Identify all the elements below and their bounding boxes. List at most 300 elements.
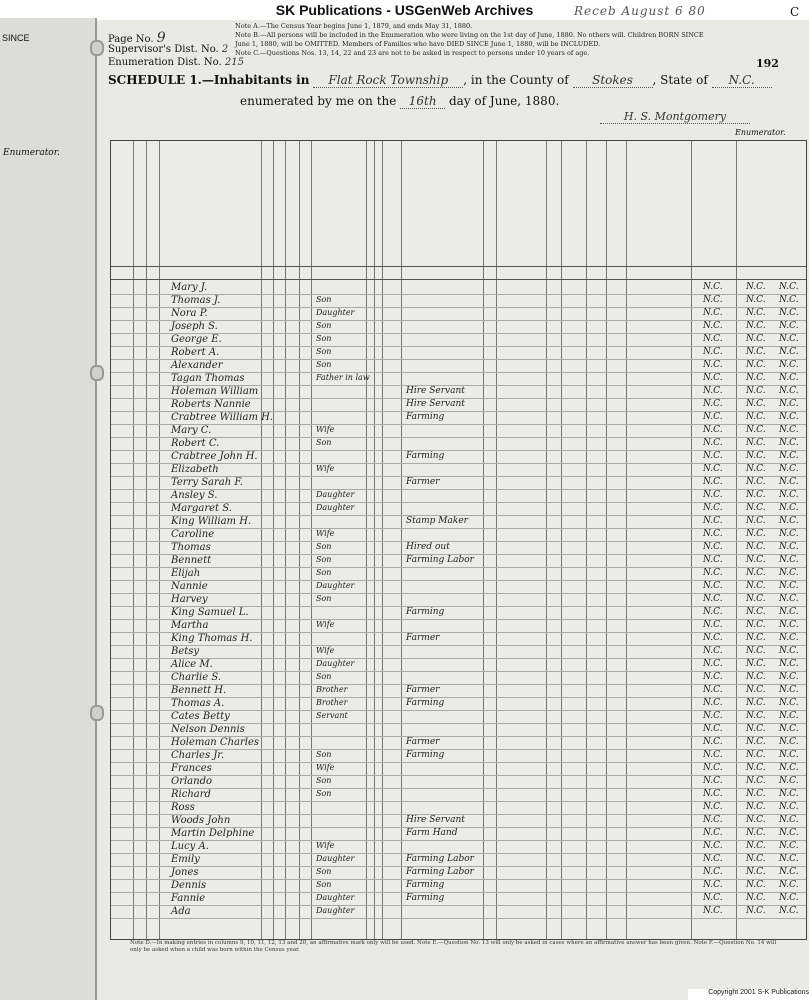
birthplace-person: N.C. (703, 308, 723, 318)
birthplace-father: N.C. (746, 360, 766, 370)
person-name: Emily (171, 854, 200, 865)
birthplace-person: N.C. (703, 373, 723, 383)
birthplace-father: N.C. (746, 347, 766, 357)
township-value: Flat Rock Township (313, 73, 463, 88)
relationship: Son (316, 334, 332, 343)
copyright: Copyright 2001 S-K Publications (688, 989, 809, 1000)
relationship: Father in law (316, 373, 370, 382)
person-name: Charlie S. (171, 672, 221, 683)
birthplace-father: N.C. (746, 802, 766, 812)
enumerated-line (240, 94, 559, 109)
person-name: Lucy A. (171, 841, 209, 852)
enumerator-label: Enumerator. (735, 128, 786, 137)
occupation: Hire Servant (406, 815, 465, 825)
birthplace-mother: N.C. (779, 412, 799, 422)
occupation: Stamp Maker (406, 516, 468, 526)
person-name: Ansley S. (171, 490, 218, 501)
occupation: Farming (406, 698, 445, 708)
birthplace-mother: N.C. (779, 555, 799, 565)
birthplace-mother: N.C. (779, 529, 799, 539)
person-name: Elijah (171, 568, 201, 579)
row-rule (111, 541, 806, 542)
birthplace-person: N.C. (703, 386, 723, 396)
birthplace-mother: N.C. (779, 360, 799, 370)
relationship: Wife (316, 763, 335, 772)
day-label: day of June, 1880. (449, 94, 560, 108)
birthplace-mother: N.C. (779, 789, 799, 799)
birthplace-father: N.C. (746, 620, 766, 630)
birthplace-person: N.C. (703, 893, 723, 903)
person-name: Crabtree William H. (171, 412, 274, 423)
state-label: , State of (652, 73, 708, 87)
row-rule (111, 892, 806, 893)
person-name: Margaret S. (171, 503, 232, 514)
left-enumerator-fragment: Enumerator. (3, 148, 60, 158)
birthplace-father: N.C. (746, 503, 766, 513)
birthplace-mother: N.C. (779, 386, 799, 396)
birthplace-mother: N.C. (779, 399, 799, 409)
relationship: Son (316, 672, 332, 681)
sheet-number: 192 (756, 57, 779, 70)
birthplace-person: N.C. (703, 672, 723, 682)
occupation: Hire Servant (406, 399, 465, 409)
relationship: Daughter (316, 906, 355, 915)
occupation: Farming (406, 607, 445, 617)
birthplace-mother: N.C. (779, 685, 799, 695)
birthplace-mother: N.C. (779, 607, 799, 617)
birthplace-person: N.C. (703, 763, 723, 773)
birthplace-mother: N.C. (779, 464, 799, 474)
birthplace-person: N.C. (703, 282, 723, 292)
birthplace-person: N.C. (703, 503, 723, 513)
footnote: Note D.—In making entries in columns 9, 10, 11, 12, 13 and 20, an affirmative mark only will be used. Note E.—Question No. 13 will only be asked in cases where an affirmative answer has been given. Note F.—Question No. 14 will only be asked when a child was born within the Census year. (130, 940, 777, 953)
birthplace-mother: N.C. (779, 451, 799, 461)
birthplace-person: N.C. (703, 516, 723, 526)
row-rule (111, 788, 806, 789)
birthplace-person: N.C. (703, 464, 723, 474)
birthplace-mother: N.C. (779, 347, 799, 357)
birthplace-father: N.C. (746, 672, 766, 682)
row-rule (111, 424, 806, 425)
relationship: Daughter (316, 503, 355, 512)
birthplace-father: N.C. (746, 308, 766, 318)
birthplace-person: N.C. (703, 906, 723, 916)
relationship: Son (316, 360, 332, 369)
birthplace-father: N.C. (746, 425, 766, 435)
birthplace-mother: N.C. (779, 750, 799, 760)
birthplace-mother: N.C. (779, 815, 799, 825)
birthplace-father: N.C. (746, 607, 766, 617)
relationship: Son (316, 789, 332, 798)
birthplace-father: N.C. (746, 334, 766, 344)
person-name: Cates Betty (171, 711, 230, 722)
person-name: Richard (171, 789, 211, 800)
relationship: Daughter (316, 581, 355, 590)
birthplace-person: N.C. (703, 633, 723, 643)
person-name: Elizabeth (171, 464, 219, 475)
person-name: Alice M. (171, 659, 213, 670)
person-name: Betsy (171, 646, 200, 657)
birthplace-mother: N.C. (779, 321, 799, 331)
row-rule (111, 918, 806, 919)
birthplace-person: N.C. (703, 802, 723, 812)
birthplace-person: N.C. (703, 828, 723, 838)
birthplace-person: N.C. (703, 347, 723, 357)
row-rule (111, 658, 806, 659)
birthplace-mother: N.C. (779, 893, 799, 903)
birthplace-father: N.C. (746, 906, 766, 916)
birthplace-father: N.C. (746, 880, 766, 890)
schedule-title: SCHEDULE 1.—Inhabitants in (108, 73, 310, 87)
since-fragment: SINCE (2, 33, 30, 43)
enumeration-line (108, 57, 244, 68)
person-name: Woods John (171, 815, 231, 826)
relationship: Son (316, 594, 332, 603)
birthplace-father: N.C. (746, 724, 766, 734)
person-name: Holeman William (171, 386, 259, 397)
birthplace-father: N.C. (746, 828, 766, 838)
birthplace-mother: N.C. (779, 282, 799, 292)
enumerated-label: enumerated by me on the (240, 94, 397, 108)
birthplace-mother: N.C. (779, 334, 799, 344)
occupation: Hire Servant (406, 386, 465, 396)
previous-page-edge (0, 18, 97, 1000)
occupation: Farmer (406, 685, 440, 695)
birthplace-mother: N.C. (779, 802, 799, 812)
person-name: Alexander (171, 360, 223, 371)
received-stamp: Receb August 6 80 (574, 4, 706, 18)
person-name: Ada (171, 906, 191, 917)
person-name: Thomas J. (171, 295, 221, 306)
birthplace-father: N.C. (746, 646, 766, 656)
birthplace-father: N.C. (746, 867, 766, 877)
relationship: Daughter (316, 854, 355, 863)
birthplace-person: N.C. (703, 646, 723, 656)
relationship: Wife (316, 841, 335, 850)
birthplace-person: N.C. (703, 529, 723, 539)
birthplace-person: N.C. (703, 698, 723, 708)
note-b-cont: June 1, 1880, will be OMITTED. Members of Families who have DIED SINCE June 1, 1880, will be INCLUDED. (235, 40, 601, 48)
birthplace-mother: N.C. (779, 516, 799, 526)
person-name: Harvey (171, 594, 208, 605)
person-name: Dennis (171, 880, 207, 891)
relationship: Wife (316, 425, 335, 434)
state-value: N.C. (712, 73, 772, 88)
birthplace-person: N.C. (703, 776, 723, 786)
birthplace-person: N.C. (703, 321, 723, 331)
person-name: Mary C. (171, 425, 212, 436)
birthplace-person: N.C. (703, 594, 723, 604)
corner-letter: C (790, 5, 800, 19)
person-name: Orlando (171, 776, 213, 787)
row-rule (111, 307, 806, 308)
person-name: Martha (171, 620, 209, 631)
birthplace-father: N.C. (746, 659, 766, 669)
occupation: Farming Labor (406, 854, 474, 864)
row-rule (111, 762, 806, 763)
birthplace-person: N.C. (703, 399, 723, 409)
birthplace-person: N.C. (703, 555, 723, 565)
census-table (110, 140, 807, 940)
enumeration-label: Enumeration Dist. No. (108, 57, 222, 68)
relationship: Daughter (316, 659, 355, 668)
person-name: Nelson Dennis (171, 724, 245, 735)
supervisor-value: 2 (221, 44, 229, 55)
note-c: Note C.—Questions Nos. 13, 14, 22 and 23 are not to be asked in respect to persons under 10 years of age. (235, 49, 590, 57)
person-name: King Thomas H. (171, 633, 253, 644)
birthplace-father: N.C. (746, 386, 766, 396)
occupation: Farmer (406, 633, 440, 643)
birthplace-father: N.C. (746, 555, 766, 565)
birthplace-person: N.C. (703, 360, 723, 370)
birthplace-mother: N.C. (779, 841, 799, 851)
relationship: Son (316, 542, 332, 551)
page-no-value: 9 (156, 30, 166, 46)
relationship: Wife (316, 646, 335, 655)
birthplace-person: N.C. (703, 659, 723, 669)
person-name: Charles Jr. (171, 750, 225, 761)
occupation: Farmer (406, 737, 440, 747)
birthplace-father: N.C. (746, 698, 766, 708)
birthplace-father: N.C. (746, 490, 766, 500)
birthplace-person: N.C. (703, 841, 723, 851)
birthplace-father: N.C. (746, 633, 766, 643)
birthplace-father: N.C. (746, 568, 766, 578)
row-rule (111, 879, 806, 880)
occupation: Hired out (406, 542, 450, 552)
birthplace-person: N.C. (703, 607, 723, 617)
relationship: Son (316, 750, 332, 759)
occupation: Farming (406, 880, 445, 890)
birthplace-mother: N.C. (779, 477, 799, 487)
birthplace-father: N.C. (746, 750, 766, 760)
supervisor-line (108, 44, 228, 55)
birthplace-mother: N.C. (779, 425, 799, 435)
birthplace-person: N.C. (703, 867, 723, 877)
birthplace-father: N.C. (746, 295, 766, 305)
relationship: Son (316, 438, 332, 447)
birthplace-father: N.C. (746, 477, 766, 487)
person-name: Fannie (171, 893, 206, 904)
birthplace-person: N.C. (703, 685, 723, 695)
instruction-notes (235, 22, 780, 58)
birthplace-mother: N.C. (779, 542, 799, 552)
occupation: Farming (406, 750, 445, 760)
birthplace-mother: N.C. (779, 711, 799, 721)
day-value: 16th (400, 94, 445, 109)
row-rule (111, 645, 806, 646)
birthplace-mother: N.C. (779, 646, 799, 656)
birthplace-father: N.C. (746, 763, 766, 773)
birthplace-father: N.C. (746, 438, 766, 448)
relationship: Son (316, 555, 332, 564)
birthplace-father: N.C. (746, 451, 766, 461)
birthplace-father: N.C. (746, 711, 766, 721)
birthplace-mother: N.C. (779, 659, 799, 669)
birthplace-person: N.C. (703, 438, 723, 448)
birthplace-father: N.C. (746, 282, 766, 292)
birthplace-person: N.C. (703, 724, 723, 734)
birthplace-person: N.C. (703, 451, 723, 461)
birthplace-father: N.C. (746, 321, 766, 331)
birthplace-mother: N.C. (779, 620, 799, 630)
row-rule (111, 580, 806, 581)
person-name: Bennett (171, 555, 212, 566)
occupation: Farm Hand (406, 828, 458, 838)
row-rule (111, 619, 806, 620)
person-name: Robert C. (171, 438, 220, 449)
birthplace-person: N.C. (703, 568, 723, 578)
birthplace-mother: N.C. (779, 776, 799, 786)
person-name: Roberts Nannie (171, 399, 251, 410)
occupation: Farmer (406, 477, 440, 487)
relationship: Wife (316, 620, 335, 629)
binder-ring (90, 40, 104, 56)
person-name: George E. (171, 334, 222, 345)
birthplace-father: N.C. (746, 529, 766, 539)
birthplace-father: N.C. (746, 464, 766, 474)
birthplace-mother: N.C. (779, 828, 799, 838)
relationship: Brother (316, 698, 348, 707)
birthplace-mother: N.C. (779, 724, 799, 734)
birthplace-person: N.C. (703, 711, 723, 721)
row-rule (111, 840, 806, 841)
county-label: , in the County of (463, 73, 569, 87)
birthplace-mother: N.C. (779, 763, 799, 773)
note-b: Note B.—All persons will be included in the Enumeration who were living on the 1st day of June, 1880. No others will. Children BORN SINCE (235, 31, 704, 39)
relationship: Brother (316, 685, 348, 694)
birthplace-person: N.C. (703, 750, 723, 760)
birthplace-mother: N.C. (779, 581, 799, 591)
relationship: Daughter (316, 308, 355, 317)
birthplace-mother: N.C. (779, 867, 799, 877)
relationship: Son (316, 568, 332, 577)
birthplace-father: N.C. (746, 516, 766, 526)
birthplace-mother: N.C. (779, 308, 799, 318)
birthplace-father: N.C. (746, 893, 766, 903)
occupation: Farming Labor (406, 555, 474, 565)
relationship: Daughter (316, 490, 355, 499)
birthplace-mother: N.C. (779, 568, 799, 578)
schedule-heading (108, 73, 772, 88)
person-name: Terry Sarah F. (171, 477, 243, 488)
birthplace-person: N.C. (703, 815, 723, 825)
person-name: Robert A. (171, 347, 220, 358)
birthplace-mother: N.C. (779, 633, 799, 643)
occupation: Farming Labor (406, 867, 474, 877)
birthplace-mother: N.C. (779, 438, 799, 448)
person-name: Tagan Thomas (171, 373, 245, 384)
page-no-label: Page No. (108, 34, 154, 45)
birthplace-father: N.C. (746, 737, 766, 747)
relationship: Daughter (316, 893, 355, 902)
birthplace-person: N.C. (703, 880, 723, 890)
birthplace-person: N.C. (703, 542, 723, 552)
relationship: Wife (316, 464, 335, 473)
person-name: Bennett H. (171, 685, 227, 696)
birthplace-mother: N.C. (779, 854, 799, 864)
person-name: Holeman Charles (171, 737, 260, 748)
birthplace-person: N.C. (703, 737, 723, 747)
birthplace-father: N.C. (746, 841, 766, 851)
person-name: Jones (171, 867, 199, 878)
birthplace-mother: N.C. (779, 503, 799, 513)
person-name: Martin Delphine (171, 828, 255, 839)
birthplace-father: N.C. (746, 581, 766, 591)
birthplace-person: N.C. (703, 490, 723, 500)
binder-ring (90, 365, 104, 381)
birthplace-person: N.C. (703, 412, 723, 422)
enumerator-signature: H. S. Montgomery (600, 110, 750, 124)
relationship: Son (316, 321, 332, 330)
row-rule (111, 905, 806, 906)
birthplace-father: N.C. (746, 594, 766, 604)
supervisor-label: Supervisor's Dist. No. (108, 44, 219, 55)
enumeration-value: 215 (224, 57, 244, 68)
birthplace-person: N.C. (703, 854, 723, 864)
person-name: Nannie (171, 581, 208, 592)
relationship: Son (316, 347, 332, 356)
birthplace-mother: N.C. (779, 906, 799, 916)
person-name: Nora P. (171, 308, 208, 319)
person-name: Joseph S. (171, 321, 218, 332)
birthplace-father: N.C. (746, 776, 766, 786)
person-name: Frances (171, 763, 212, 774)
birthplace-father: N.C. (746, 854, 766, 864)
row-rule (111, 775, 806, 776)
person-name: King Samuel L. (171, 607, 249, 618)
person-name: Mary J. (171, 282, 208, 293)
row-rule (111, 528, 806, 529)
relationship: Son (316, 880, 332, 889)
person-name: Thomas (171, 542, 211, 553)
birthplace-mother: N.C. (779, 594, 799, 604)
birthplace-father: N.C. (746, 399, 766, 409)
birthplace-father: N.C. (746, 542, 766, 552)
binder-ring (90, 705, 104, 721)
person-name: King William H. (171, 516, 252, 527)
birthplace-person: N.C. (703, 334, 723, 344)
birthplace-mother: N.C. (779, 737, 799, 747)
birthplace-person: N.C. (703, 425, 723, 435)
note-a: Note A.—The Census Year begins June 1, 1879, and ends May 31, 1880. (235, 22, 473, 30)
row-rule (111, 593, 806, 594)
birthplace-father: N.C. (746, 412, 766, 422)
birthplace-father: N.C. (746, 789, 766, 799)
archive-banner: SK Publications - USGenWeb Archives (0, 0, 809, 20)
row-rule (111, 567, 806, 568)
occupation: Farming (406, 893, 445, 903)
relationship: Son (316, 776, 332, 785)
birthplace-father: N.C. (746, 815, 766, 825)
birthplace-person: N.C. (703, 581, 723, 591)
occupation: Farming (406, 412, 445, 422)
birthplace-mother: N.C. (779, 373, 799, 383)
person-name: Thomas A. (171, 698, 225, 709)
relationship: Son (316, 867, 332, 876)
birthplace-person: N.C. (703, 620, 723, 630)
occupation: Farming (406, 451, 445, 461)
person-name: Ross (171, 802, 195, 813)
birthplace-person: N.C. (703, 789, 723, 799)
birthplace-father: N.C. (746, 685, 766, 695)
birthplace-mother: N.C. (779, 880, 799, 890)
birthplace-mother: N.C. (779, 698, 799, 708)
person-name: Crabtree John H. (171, 451, 258, 462)
relationship: Wife (316, 529, 335, 538)
birthplace-person: N.C. (703, 295, 723, 305)
relationship: Servant (316, 711, 348, 720)
